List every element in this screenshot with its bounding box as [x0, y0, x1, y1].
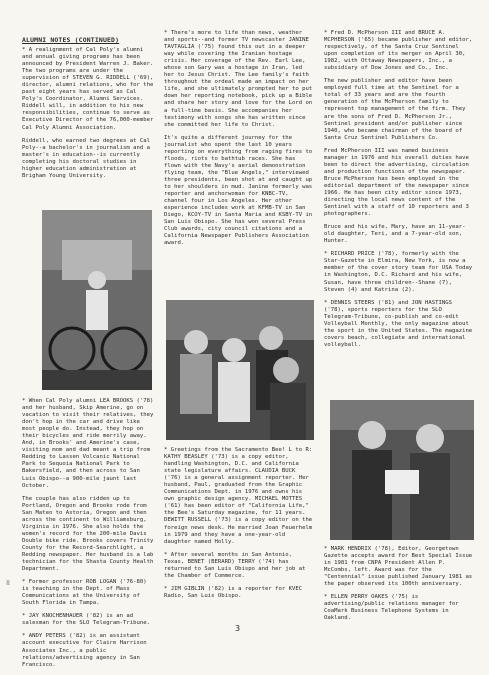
article-knochenhauer: * JAY KNOCHENHAUER ('82) is an ad salesman for the SLO Telegram-Tribune. [22, 613, 150, 627]
photo-cyclists [42, 210, 152, 390]
column-middle-lower [164, 447, 314, 606]
column-left [22, 47, 156, 186]
article-mcpherson: * Fred D. McPherson III and BRUCE A. MCPHERSON ('65) became publisher and editor, respectively, of the Santa Cruz Sentinel upon completion of its merger on April 30, 1982, with Ottaway Newspapers, Inc., a subsidiary of Dow Jones and Co., Inc. [324, 30, 473, 72]
section-header: ALUMNI NOTES (CONTINUED) [22, 36, 120, 44]
caption-sacramento-bee: * Greetings from the Sacramento Bee! L to R: KATHY BEASLEY ('73) is a copy editor, handling Washington, D.C. and California state legislature affairs. CLAUDIA BUCK ('76) is a general assignment reporter. Her husband, Paul, graduated from the Graphic Communications Dept. in 1976 and owns his own graphic design agency. MICHAEL MOTTES ('61) has been editor of "California Life," the Bee's Saturday magazine, for 11 years. DEWITT RUSSELL ('73) is a copy editor on the foreign news desk. He married Joan Feuerhelm in 1979 and they have a one-year-old daughter named Holly. [164, 447, 313, 545]
article-giblin: * JIM GIBLIN ('82) is a reporter for KVEC Radio, San Luis Obispo. [164, 585, 303, 599]
photo-sacramento-bee-staff [166, 300, 314, 440]
article-terry: * After several months in San Antonio, Texas, BENET (BERARD) TERRY ('74) has returned to San Luis Obispo and her job at the Chamber of Commerce. [164, 551, 306, 579]
article-steers-hastings: * DENNIS STEERS ('81) and JON HASTINGS ('78), sports reporters for the SLO Telegram-Tribune, co-publish and co-edit Volleyball Monthly, the only magazine about the sport in the United States. The magazine covers beach, collegiate and international volleyball. [324, 299, 473, 348]
column-right-lower [324, 546, 474, 628]
article-mcpherson-cont: The new publisher and editor have been employed full time at the Sentinel for a total of 33 years and are the fourth generation of the McPherson family to represent top management of the firm. They are the sons of Fred D. McPherson Jr., Sentinel president and/or publisher since 1940, who became chairman of the board of Santa Cruz Sentinel Publishers Co. [324, 78, 466, 141]
article-logan: * Former professor ROB LOGAN ('76-80) is teaching in the Dept. of Mass Communications at the University of South Florida in Tampa. [22, 579, 147, 607]
article-price: * RICHARD PRICE ('78), formerly with the Star-Gazette in Elmira, New York, is now a member of the cover story team for USA Today in Washington, D.C. Richard and his wife, Susan, have three children--Shane (7), Steven (4) and Katrina (2). [324, 251, 473, 293]
article-tavtaglia-cont: It's quite a different journey for the journalist who spent the last 10 years reporting on everything from raging fires to floods, riots to bathtub races. She has flown with the Navy's aerial demonstration flying team, the "Blue Angels," interviewed three presidents, been shot at and caught up to her shoulders in mud. Janine formerly was reporter and anchorwoman for KNBC-TV, channel four in Los Angeles. Her other experience includes work at KFMB-TV in San Diego, KCOY-TV in Santa Maria and KSBY-TV in San Luis Obispo. She has won several Press Club awards, city council citations and a California Newspaper Publishers Association award. [164, 134, 313, 247]
article-mcpherson-roles: Fred McPherson III was named business manager in 1976 and his overall duties have been to direct the advertising, circulation and production functions of the newspaper. Bruce McPherson has been employed in the editorial department of the newspaper since 1966. He has been city editor since 1973, directing the local news content of the Sentinel with a staff of 10 reporters and 3 photographers. [324, 147, 469, 218]
column-left-lower [22, 398, 156, 675]
article-brooks: * When Cal Poly alumni LEA BROOKS ('78) and her husband, Skip Amerine, go on vacation to visit their relatives, they don't hop in the car and drive like most people do. Instead, they hop on their bicycles and ride merrily away. And, in Brooks' and Amerine's case, visiting mom and dad meant a trip from Redding to Lassen Volcanic National Park to Sequoia National Park to Bakersfield, and then across to San Luis Obispo--a 900-mile jaunt last October. [22, 398, 154, 489]
article-oakes: * ELLEN PERRY OAKES ('75) is advertising/public relations manager for CoaMark Business Telephone Systems in Oakland. [324, 594, 459, 622]
column-right [324, 30, 474, 355]
article-riddell-cont: Riddell, who earned two degrees at Cal Poly--a bachelor's in journalism and a master's in education--is currently completing his doctoral studies in higher education administration at Brigham Young University. [22, 137, 150, 179]
article-brooks-cont: The couple has also ridden up to Portland, Oregon and Brooks rode from San Mateo to Astoria, Oregon and then across the continent to Williamsburg, Virginia in 1976. She also holds the women's record for the 200-mile Davis Double bike ride. Brooks covers Trinity County for the Record-Searchlight, a Redding newspaper. Her husband is a lab technician for the Shasta County Health Department. [22, 495, 154, 573]
article-tavtaglia: * There's more to life than news, weather and sports--and former TV newscaster JANINE TAVTAGLIA ('75) found this out in a deeper way while covering the Iranian hostage crisis. Her coverage of the Rev. Earl Lee, whose son Gary was a hostage in Iran, led her to Jesus Christ. The Lee family's faith throughout the ordeal made an impact on her life, and she ultimately prompted her to put down her reporting notebook, pick up a Bible and share her story and love for the Lord on a full-time basis. She accompanies her testimony with songs she has written since she committed her life to Christ. [164, 30, 313, 128]
article-mcpherson-family: Bruce and his wife, Mary, have an 11-year-old daughter, Teri, and a 7-year-old son, Hunter. [324, 224, 466, 245]
column-middle [164, 30, 314, 253]
caption-hendrix-award: * MARK HENDRIX ('78), Editor, Georgetown Gazette accepts award for Best Special Issue in 1981 from CNPA President Allen P. McCombs, left. Award was for the "Centennial" issue published January 1981 as the paper observed its 100th anniversary. [324, 546, 473, 588]
photo-award-presentation [330, 400, 474, 540]
page-number: 3 [235, 624, 241, 633]
margin-mark: PM [6, 580, 11, 585]
article-peters: * ANDY PETERS ('82) is an assistant account executive for Claire Harrison Associates Inc., a public relations/advertising agency in San Francisco. [22, 633, 147, 668]
article-riddell: * A realignment of Cal Poly's alumni and annual giving programs has been announced by President Warren J. Baker. The two programs are under the supervision of STEVEN G. RIDDELL ('69), director, alumni relations, who for the past eight years has served as Cal Poly's Coordinator, Alumni Services. Riddell will, in addition to his new responsibilities, continue to serve as Executive Director of the 76,000-member Cal Poly Alumni Association. [22, 47, 154, 131]
